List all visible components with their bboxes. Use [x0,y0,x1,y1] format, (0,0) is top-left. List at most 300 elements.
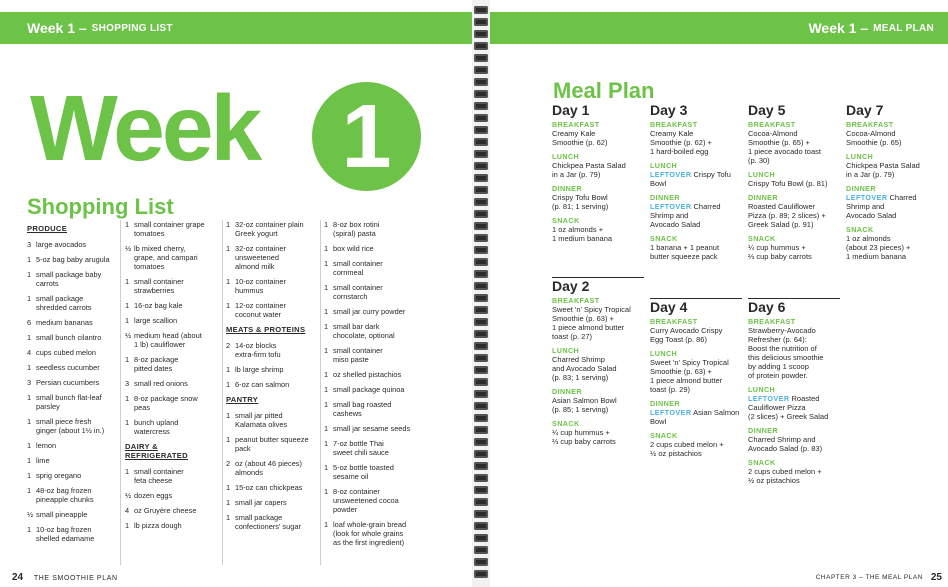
item-text: oz Gruyère cheese [134,506,197,515]
item-quantity: 1 [125,355,130,364]
binding-ring [474,114,488,122]
item-text: seedless cucumber [36,363,100,372]
meal-label: LUNCH [650,349,678,358]
item-text: small container cornmeal [333,259,383,277]
day-7-block [846,102,942,266]
meal-description: Strawberry-Avocado Refresher (p. 64): Boost the nutrition of this delicious smoothie by adding 1 scoop of protein powder. [748,326,824,380]
item-text: small bar dark chocolate, optional [333,322,395,340]
meal-description: ¼ cup hummus + ⅔ cup baby carrots [748,243,812,261]
item-text: 8-oz container unsweetened cocoa powder [333,487,399,514]
item-quantity: 1 [226,411,231,420]
day-title: Day 4 [650,299,688,315]
shopping-item [324,244,424,253]
item-text: lime [36,456,50,465]
shopping-item [324,520,424,547]
shopping-item [226,380,318,389]
item-quantity: 2 [226,459,231,468]
binding-ring [474,306,488,314]
binding-ring [474,126,488,134]
shopping-item [324,283,424,301]
meal-text [846,129,942,147]
shopping-item [226,483,318,492]
item-text: dozen eggs [134,491,173,500]
item-quantity: 1 [226,301,231,310]
left-page-number: 24 [12,572,24,583]
shopping-item [324,307,424,316]
binding-ring [474,438,488,446]
item-quantity: 1 [324,439,329,448]
meal-label: SNACK [650,234,678,243]
meal-text [846,161,942,179]
meal-text [748,394,840,421]
meal-description: Charred Shrimp and Avocado Salad (p. 83) [748,435,823,453]
binding-ring [474,222,488,230]
binding-ring [474,390,488,398]
meal-slot [552,419,644,446]
item-quantity: 1 [27,294,32,303]
shopping-item [125,467,220,485]
meal-slot [650,161,742,188]
item-text: small container feta cheese [134,467,184,485]
day-5-block [748,102,840,266]
shopping-item [324,439,424,457]
item-text: lemon [36,441,57,450]
meal-slot [846,184,942,220]
binding-ring [474,330,488,338]
item-text: small package shredded carrots [36,294,92,312]
binding-ring [474,450,488,458]
shopping-item [27,270,119,288]
item-text: 15-oz can chickpeas [235,483,303,492]
item-text: 6-oz can salmon [235,380,290,389]
item-quantity: 1 [324,259,329,268]
meal-description: Cocoa-Almond Smoothie (p. 65) [846,129,902,147]
meal-slot [552,346,644,382]
shopping-item [324,487,424,514]
binding-ring [474,378,488,386]
shopping-item [125,316,220,325]
binding-ring [474,78,488,86]
meal-text [552,305,644,341]
item-text: small container miso paste [333,346,383,364]
binding-ring [474,546,488,554]
shopping-item [125,418,220,436]
item-quantity: 3 [125,379,130,388]
shopping-item [125,244,220,271]
meal-slot [650,234,742,261]
item-text: small package confectioners' sugar [235,513,301,531]
left-header-band [0,12,472,44]
meal-label: DINNER [650,193,680,202]
spiral-binding [472,0,490,587]
shopping-item [226,301,318,319]
binding-ring [474,558,488,566]
item-quantity: 1 [27,255,32,264]
shopping-item [27,378,119,387]
binding-ring [474,426,488,434]
meal-text [748,179,840,188]
shopping-item [226,411,318,429]
item-quantity: 2 [226,341,231,350]
meal-description: Sweet 'n' Spicy Tropical Smoothie (p. 63) + 1 piece almond butter toast (p. 29) [650,358,729,394]
meal-label: LUNCH [748,385,776,394]
item-quantity: 1 [27,471,32,480]
meal-description: Charred Shrimp and Avocado Salad [846,193,917,220]
item-text: 7-oz bottle Thai sweet chili sauce [333,439,389,457]
category-heading: PRODUCE [27,224,68,233]
meal-text [552,225,644,243]
meal-slot [650,399,742,426]
item-quantity: 1 [324,307,329,316]
shopping-item [27,441,119,450]
shopping-item [226,498,318,507]
binding-ring [474,294,488,302]
meal-description: Charred Shrimp and Avocado Salad (p. 83; 1 serving) [552,355,617,382]
item-text: small package baby carrots [36,270,102,288]
binding-ring [474,210,488,218]
binding-ring [474,462,488,470]
binding-ring [474,366,488,374]
day-1-block [552,102,644,248]
meal-description: Roasted Cauliflower Pizza (2 slices) + Greek Salad [748,394,829,421]
meal-plan-title: Meal Plan [553,78,655,103]
meal-description: 2 cups cubed melon + ½ oz pistachios [748,467,822,485]
item-text: 12-oz container coconut water [235,301,286,319]
right-header-band [490,12,948,44]
category-heading: DAIRY & REFRIGERATED [125,442,188,460]
meal-description: Creamy Kale Smoothie (p. 62) + 1 hard-boiled egg [650,129,712,156]
shopping-item [125,379,220,388]
item-quantity: 1 [27,270,32,279]
meal-slot [748,234,840,261]
meal-description: 1 oz almonds (about 23 pieces) + 1 medium banana [846,234,911,261]
item-text: small container cornstarch [333,283,383,301]
item-text: 10-oz bag frozen shelled edamame [36,525,95,543]
meal-description: Chickpea Pasta Salad in a Jar (p. 79) [552,161,626,179]
meal-label: SNACK [748,234,776,243]
meal-text [552,193,644,211]
item-text: lb pizza dough [134,521,182,530]
shopping-item [125,331,220,349]
left-folio [12,572,118,583]
binding-ring [474,174,488,182]
meal-description: Curry Avocado Crispy Egg Toast (p. 86) [650,326,723,344]
item-quantity: 1 [324,385,329,394]
meal-description: Asian Salmon Bowl (p. 85; 1 serving) [552,396,617,414]
shopping-item [226,435,318,453]
binding-ring [474,246,488,254]
item-text: 10-oz container hummus [235,277,286,295]
item-quantity: 1 [324,520,329,529]
item-text: small container strawberries [134,277,184,295]
item-text: small jar curry powder [333,307,406,316]
item-quantity: 4 [125,506,130,515]
item-text: 8-oz package snow peas [134,394,198,412]
item-quantity: 1 [226,498,231,507]
shopping-item [324,322,424,340]
shopping-item [27,363,119,372]
right-header-section: MEAL PLAN [873,22,934,34]
shopping-item [324,259,424,277]
item-quantity: 1 [324,283,329,292]
item-quantity: ½ [125,491,132,500]
item-quantity: 3 [27,378,32,387]
item-quantity: 1 [125,301,130,310]
right-running-title: CHAPTER 3 – THE MEAL PLAN [815,574,923,581]
item-quantity: 1 [27,456,32,465]
item-quantity: 1 [125,467,130,476]
column-divider [320,220,321,565]
leftover-tag: LEFTOVER [846,193,888,202]
shopping-item [125,277,220,295]
item-text: 16-oz bag kale [134,301,183,310]
item-quantity: ½ [27,510,34,519]
meal-text [650,129,742,156]
meal-label: DINNER [650,399,680,408]
meal-label: BREAKFAST [748,120,796,129]
meal-description: Crispy Tofu Bowl (p. 81) [748,179,828,188]
binding-ring [474,198,488,206]
meal-description: Sweet 'n' Spicy Tropical Smoothie (p. 63) + 1 piece almond butter toast (p. 27) [552,305,631,341]
hero-week-number-badge [312,82,421,191]
shopping-item [27,510,119,519]
binding-ring [474,90,488,98]
shopping-item [27,294,119,312]
meal-slot [552,216,644,243]
meal-text [552,161,644,179]
item-text: Persian cucumbers [36,378,100,387]
item-quantity: 1 [125,220,130,229]
shopping-item [226,513,318,531]
meal-text [552,428,644,446]
leftover-tag: LEFTOVER [748,394,790,403]
meal-label: DINNER [748,193,778,202]
meal-slot [748,170,840,188]
shopping-item [226,277,318,295]
item-quantity: 1 [27,363,32,372]
day-title: Day 3 [650,102,688,118]
meal-text [552,129,644,147]
hero-week-number: 1 [341,86,392,187]
shopping-item [226,459,318,477]
category-heading: PANTRY [226,395,259,404]
meal-text [650,243,742,261]
meal-text [748,202,840,229]
binding-ring [474,282,488,290]
shopping-item [125,355,220,373]
day-title: Day 1 [552,102,590,118]
shopping-item [27,348,119,357]
item-quantity: 1 [125,277,130,286]
binding-ring [474,570,488,578]
item-text: small package quinoa [333,385,405,394]
item-quantity: 1 [226,483,231,492]
meal-text [748,467,840,485]
item-text: large scallion [134,316,178,325]
meal-label: DINNER [846,184,876,193]
item-quantity: 1 [27,417,32,426]
meal-label: LUNCH [748,170,776,179]
item-quantity: 1 [324,400,329,409]
item-text: small jar sesame seeds [333,424,411,433]
binding-ring [474,510,488,518]
meal-label: BREAKFAST [846,120,894,129]
meal-text [552,355,644,382]
meal-label: SNACK [552,216,580,225]
item-quantity: 1 [324,220,329,229]
item-quantity: 1 [226,513,231,522]
binding-ring [474,318,488,326]
meal-text [650,408,742,426]
item-text: small bunch cilantro [36,333,102,342]
binding-ring [474,522,488,530]
category-heading: MEATS & PROTEINS [226,325,306,334]
leftover-tag: LEFTOVER [650,202,692,211]
meal-text [650,326,742,344]
item-quantity: 1 [324,244,329,253]
item-quantity: 1 [27,486,32,495]
binding-ring [474,414,488,422]
meal-text [552,396,644,414]
item-quantity: 1 [324,487,329,496]
binding-ring [474,6,488,14]
meal-slot [552,184,644,211]
day-title: Day 6 [748,299,786,315]
shopping-item [324,463,424,481]
item-text: 48-oz bag frozen pineapple chunks [36,486,94,504]
item-quantity: 1 [324,370,329,379]
right-page-number: 25 [930,572,942,583]
meal-slot [748,458,840,485]
shopping-item [226,244,318,271]
meal-label: BREAKFAST [552,296,600,305]
shopping-item [324,220,424,238]
meal-slot [650,431,742,458]
item-text: loaf whole-grain bread (look for whole grains as the first ingredient) [333,520,407,547]
meal-label: BREAKFAST [650,317,698,326]
item-text: medium head (about 1 lb) cauliflower [134,331,202,349]
binding-ring [474,402,488,410]
meal-description: 1 oz almonds + 1 medium banana [552,225,613,243]
right-folio [816,572,942,583]
day-2-block [552,278,644,451]
item-quantity: 1 [226,365,231,374]
meal-slot [748,317,840,380]
day-title: Day 5 [748,102,786,118]
item-quantity: 1 [226,380,231,389]
item-text: oz shelled pistachios [333,370,402,379]
meal-description: Crispy Tofu Bowl [650,170,731,188]
item-quantity: 4 [27,348,32,357]
item-quantity: 1 [27,333,32,342]
meal-slot [748,193,840,229]
day-3-block [650,102,742,266]
meal-label: LUNCH [650,161,678,170]
shopping-item [27,525,119,543]
meal-slot [846,120,942,147]
left-running-title: THE SMOOTHIE PLAN [33,575,118,582]
shopping-item [125,301,220,310]
right-header-week: Week 1 – [808,20,869,36]
item-text: lb large shrimp [235,365,284,374]
item-quantity: 1 [27,393,32,402]
meal-slot [552,152,644,179]
binding-ring [474,534,488,542]
item-text: large avocados [36,240,87,249]
meal-label: BREAKFAST [748,317,796,326]
meal-slot [748,120,840,165]
item-quantity: 1 [324,463,329,472]
meal-label: SNACK [650,431,678,440]
item-quantity: 6 [27,318,32,327]
meal-slot [552,120,644,147]
shopping-column-3 [226,220,318,537]
item-text: 5-oz bottle toasted sesame oil [333,463,394,481]
meal-slot [552,387,644,414]
column-divider [120,220,121,565]
item-quantity: 1 [324,424,329,433]
item-quantity: 1 [27,525,32,534]
meal-description: Creamy Kale Smoothie (p. 62) [552,129,608,147]
binding-ring [474,186,488,194]
meal-text [748,326,840,380]
shopping-item [27,417,119,435]
meal-slot [650,120,742,156]
shopping-item [324,370,424,379]
binding-ring [474,270,488,278]
item-text: bunch upland watercress [134,418,179,436]
item-text: 8-oz box rotini (spiral) pasta [333,220,380,238]
binding-ring [474,474,488,482]
shopping-item [324,385,424,394]
shopping-item [324,424,424,433]
item-text: box wild rice [333,244,374,253]
meal-text [650,440,742,458]
item-quantity: 1 [226,220,231,229]
meal-label: DINNER [552,184,582,193]
item-text: 14-oz blocks extra-firm tofu [235,341,281,359]
item-text: small red onions [134,379,188,388]
meal-description: 1 banana + 1 peanut butter squeeze pack [650,243,720,261]
meal-slot [650,349,742,394]
item-text: small piece fresh ginger (about 1½ in.) [36,417,105,435]
left-header-week: Week 1 – [27,20,87,36]
binding-ring [474,258,488,266]
meal-description: Asian Salmon Bowl [650,408,740,426]
item-quantity: 1 [125,418,130,427]
item-text: small bag roasted cashews [333,400,392,418]
item-text: small pineapple [36,510,88,519]
meal-slot [650,193,742,229]
item-text: small bunch flat-leaf parsley [36,393,102,411]
meal-slot [650,317,742,344]
shopping-item [27,255,119,264]
item-quantity: 1 [125,521,130,530]
meal-label: LUNCH [552,152,580,161]
binding-ring [474,354,488,362]
day-title: Day 7 [846,102,884,118]
meal-slot [846,225,942,261]
item-quantity: ½ [125,244,132,253]
shopping-item [27,456,119,465]
shopping-item [226,365,318,374]
binding-ring [474,30,488,38]
shopping-item [125,220,220,238]
meal-label: SNACK [846,225,874,234]
meal-description: ¼ cup hummus + ⅔ cup baby carrots [552,428,616,446]
meal-text [650,358,742,394]
binding-ring [474,102,488,110]
